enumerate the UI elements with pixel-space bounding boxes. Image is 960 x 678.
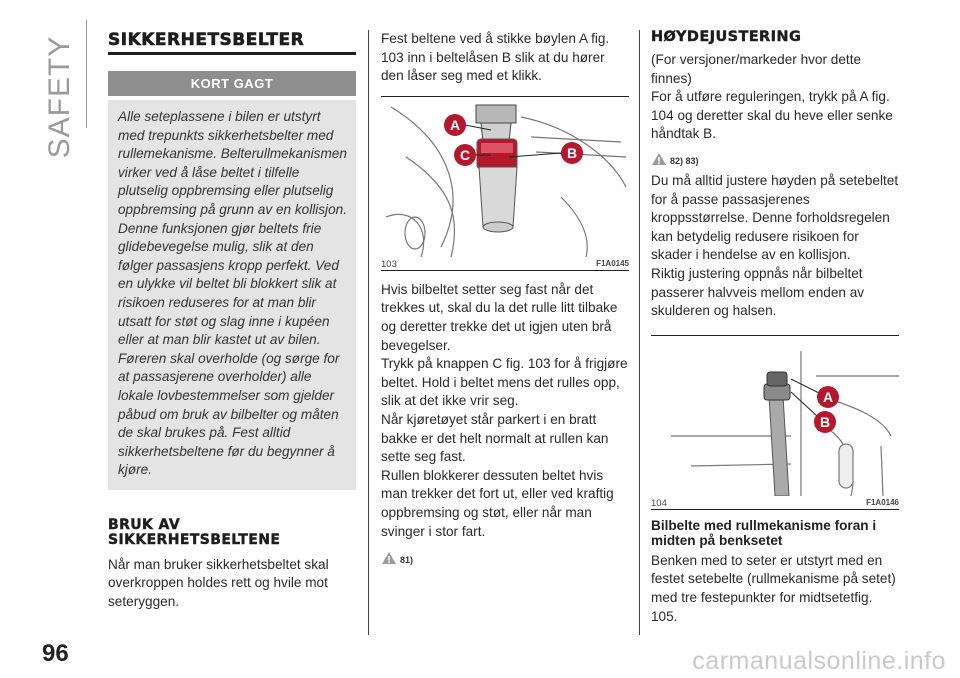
watermark: carmanualsonline.info (692, 647, 946, 675)
warning-ref-text: 81) (400, 555, 414, 566)
figure-103-caption (381, 257, 629, 270)
section-heading: HØYDEJUSTERING (651, 29, 802, 45)
body-paragraph: Du må alltid justere høyden på setebeltet for å passe passasjerenes kroppsstørrelse. Denne forholdsregelen kan betydelig redusere risikoen for skader i hendelse av en kollisjon. Riktig justering oppnås når bilbeltet passerer halvveis mellom enden av skulderen og halsen. (651, 172, 899, 319)
summary-box-title: KORT GAGT (108, 71, 356, 96)
subsection-title-line2: SIKKERHETSBELTENE (108, 531, 281, 548)
side-rule (86, 20, 87, 128)
warning-reference (381, 551, 629, 565)
figure-code: F1A0145 (596, 258, 629, 268)
section-title: SIKKERHETSBELTER (108, 30, 356, 55)
subsection-title-line1: BRUK AV (108, 516, 181, 533)
subsection-title (108, 518, 356, 548)
figure-code: F1A0146 (866, 497, 899, 507)
figure-104-label-b: B (819, 413, 831, 430)
column-divider (368, 30, 369, 635)
figure-number: 104 (651, 497, 667, 509)
warning-reference (651, 152, 899, 166)
column-divider (639, 30, 640, 635)
seatbelt-buckle-illustration (381, 97, 629, 257)
figure-104-label-a: A (822, 388, 834, 405)
figure-103-label-a: A (449, 116, 461, 133)
body-paragraph: Når man bruker sikkerhetsbeltet skal overkroppen holdes rett og hvile mot seteryggen. (108, 556, 329, 610)
column-2 (381, 30, 629, 571)
body-paragraph: Hvis bilbeltet setter seg fast når det trekkes ut, skal du la det rulle litt tilbake og deretter trekke det ut igjen uten brå bevegelser. Trykk på knappen C fig. 103 for å frigjøre beltet. Hold i beltet mens det rulles opp, slik at det ikke vrir seg. Når kjøretøyet står parkert i en bratt bakke er det helt normalt at rullen kan sette seg fast. Rullen blokkerer dessuten beltet hvis man trekker det fort ut, eller ved kraftig oppbremsing og støt, eller når man svinger i stor fart. (381, 281, 628, 539)
section-side-label (40, 32, 80, 162)
body-paragraph: Benken med to seter er utstyrt med en festet setebelte (rullmekanisme på setet) med tre festepunkter for midtsetetfig. 105. (651, 552, 896, 624)
summary-box-text: Alle seteplassene i bilen er utstyrt med trepunkts sikkerhetsbelter med rullemekanisme. Belterullmekanismen virker ved å låse beltet i tilfelle plutselig oppbremsing eller plutselig oppbremsing på grunn av en kollisjon. Denne funksjonen gjør beltets frie glidebevegelse mulig, slik at den følger passasjens kropp perfekt. Ved en ulykke vil beltet bli blokkert slik at risikoen reduseres for at man blir utsatt for støt og slag inne i kupéen eller at man blir kastet ut av bilen. Føreren skal overholde (og sørge for at passasjerene overholder) alle lokale lovbestemmelser som gjelder påbud om bruk av bilbelter og måten de skal brukes på. Fest alltid sikkerhetsbeltene før du begynner å kjøre. (108, 100, 356, 490)
warning-triangle-icon (381, 551, 397, 565)
figure-104-caption (651, 496, 899, 509)
page-number: 96 (42, 640, 69, 667)
figure-number: 103 (381, 258, 397, 270)
figure-104 (651, 335, 899, 510)
figure-103 (381, 96, 629, 271)
section-side-label-text: SAFETY (43, 35, 76, 159)
warning-ref-text: 82) 83) (670, 155, 699, 166)
column-1 (108, 30, 356, 612)
belt-height-adjuster-illustration (651, 336, 899, 496)
column-3 (651, 30, 899, 626)
figure-103-label-c: C (459, 146, 471, 163)
intro-paragraph: Fest beltene ved å stikke bøylen A fig. 103 inn i beltelåsen B slik at du hører den låser seg med et klikk. (381, 31, 610, 84)
intro-paragraph: (For versjoner/markeder hvor dette finnes) For å utføre reguleringen, trykk på A fig. 104 og deretter skal du heve eller senke håndtak B. (651, 52, 893, 142)
subheading: Bilbelte med rullmekanisme foran i midten på benksetet (651, 517, 877, 548)
warning-triangle-icon (651, 152, 667, 166)
figure-103-label-b: B (566, 144, 578, 161)
